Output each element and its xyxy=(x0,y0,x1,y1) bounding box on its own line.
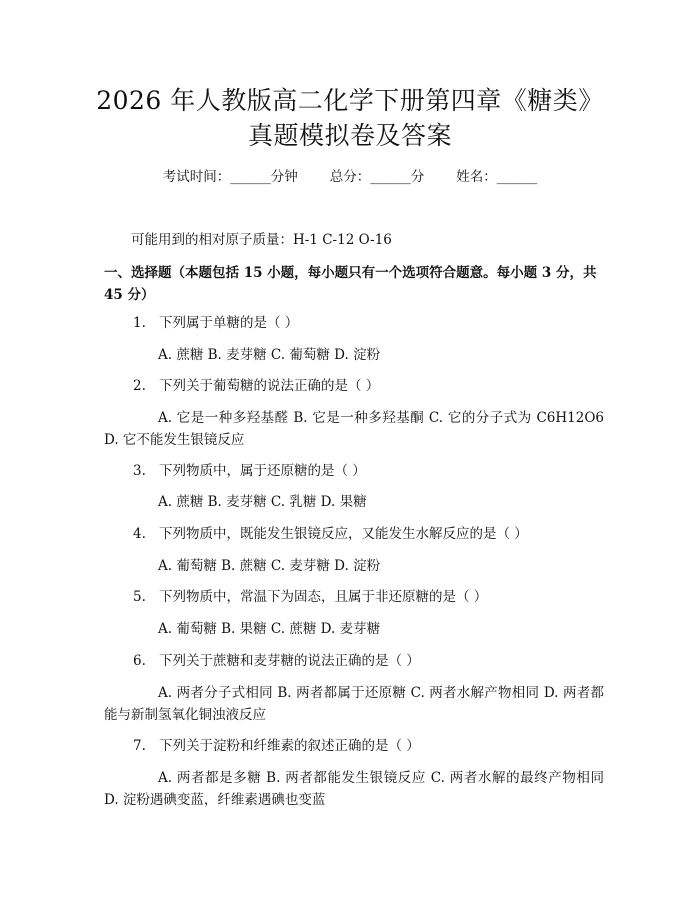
question-options: A. 葡萄糖 B. 果糖 C. 蔗糖 D. 麦芽糖 xyxy=(158,621,381,637)
question-number: 5. xyxy=(133,589,146,605)
question-options: A. 两者分子式相同 B. 两者都属于还原糖 C. 两者水解产物相同 D. 两者都能与新制氢氧化铜浊液反应 xyxy=(104,685,604,723)
section-heading: 一、选择题（本题包括 15 小题，每小题只有一个选项符合题意。每小题 3 分，共 45 分） xyxy=(104,265,597,303)
question-options: A. 蔗糖 B. 麦芽糖 C. 乳糖 D. 果糖 xyxy=(158,494,367,510)
document-title-line1: 2026 年人教版高二化学下册第四章《糖类》 xyxy=(96,86,604,115)
question-options: A. 两者都是多糖 B. 两者都能发生银镜反应 C. 两者水解的最终产物相同 D. 淀粉遇碘变蓝，纤维素遇碘也变蓝 xyxy=(104,770,604,808)
question-text: 下列属于单糖的是（ ） xyxy=(159,315,299,331)
question-text: 下列关于淀粉和纤维素的叙述正确的是（ ） xyxy=(159,738,420,754)
exam-info-row xyxy=(0,166,700,188)
question-number: 4. xyxy=(133,526,146,542)
question-number: 1. xyxy=(133,315,146,331)
question-number: 7. xyxy=(133,738,146,754)
exam-score-field: 总分：______分 xyxy=(329,169,425,185)
exam-time-field: 考试时间：______分钟 xyxy=(162,169,298,185)
question-options: A. 葡萄糖 B. 蔗糖 C. 麦芽糖 D. 淀粉 xyxy=(158,558,381,574)
question-number: 6. xyxy=(133,653,146,669)
question-options: A. 蔗糖 B. 麦芽糖 C. 葡萄糖 D. 淀粉 xyxy=(158,347,381,363)
document-title-line2: 真题模拟卷及答案 xyxy=(247,121,452,150)
question-number: 2. xyxy=(133,378,146,394)
question-number: 3. xyxy=(133,463,146,479)
question-stem xyxy=(133,586,487,608)
student-name-field: 姓名：______ xyxy=(456,169,538,185)
question-text: 下列物质中，属于还原糖的是（ ） xyxy=(159,463,366,479)
question-stem xyxy=(133,523,528,545)
question-stem xyxy=(133,375,379,397)
question-text: 下列物质中，常温下为固态，且属于非还原糖的是（ ） xyxy=(159,589,488,605)
question-stem xyxy=(133,735,420,757)
atomic-masses-note: 可能用到的相对原子质量：H-1 C-12 O-16 xyxy=(131,232,392,248)
question-options: A. 它是一种多羟基醛 B. 它是一种多羟基酮 C. 它的分子式为 C6H12O6 D. 它不能发生银镜反应 xyxy=(104,410,604,448)
question-text: 下列关于葡萄糖的说法正确的是（ ） xyxy=(159,378,380,394)
question-stem xyxy=(133,312,298,334)
question-stem xyxy=(133,460,366,482)
question-text: 下列物质中，既能发生银镜反应，又能发生水解反应的是（ ） xyxy=(159,526,528,542)
question-text: 下列关于蔗糖和麦芽糖的说法正确的是（ ） xyxy=(159,653,420,669)
question-stem xyxy=(133,650,420,672)
